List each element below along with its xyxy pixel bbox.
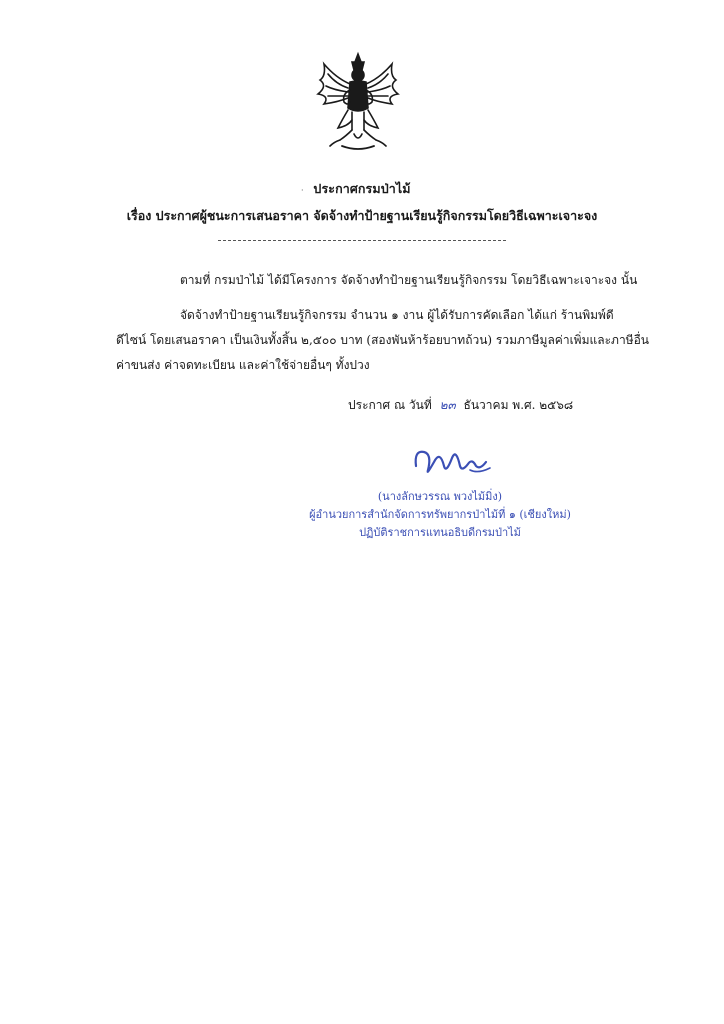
divider-line <box>218 240 506 241</box>
paragraph-award-line-1: จัดจ้างทำป้ายฐานเรียนรู้กิจกรรม จำนวน ๑ งาน ผู้ได้รับการคัดเลือก ได้แก่ ร้านพิมพ์ดี <box>180 308 614 322</box>
signer-name: (นางลักษวรรณ พวงไม้มิ่ง) <box>377 490 503 503</box>
signature-block <box>300 488 580 542</box>
paragraph-award-line-2: ดีไซน์ โดยเสนอราคา เป็นเงินทั้งสิ้น ๒,๕๐๐ บาท (สองพันห้าร้อยบาทถ้วน) รวมภาษีมูลค่าเพิ่มและภาษีอื่น <box>116 333 649 347</box>
signer-acting-for: ปฏิบัติราชการแทนอธิบดีกรมป่าไม้ <box>359 526 521 539</box>
date-month-year: ธันวาคม พ.ศ. ๒๕๖๘ <box>463 398 574 412</box>
announcement-date <box>348 396 573 415</box>
document-title: ประกาศกรมป่าไม้ <box>313 181 411 196</box>
document-subject: เรื่อง ประกาศผู้ชนะการเสนอราคา จัดจ้างทำป้ายฐานเรียนรู้กิจกรรมโดยวิธีเฉพาะเจาะจง <box>126 208 598 223</box>
dot-mark: · <box>301 186 304 195</box>
date-prefix: ประกาศ ณ วันที่ <box>348 398 432 412</box>
paragraph-intro: ตามที่ กรมป่าไม้ ได้มีโครงการ จัดจ้างทำป้ายฐานเรียนรู้กิจกรรม โดยวิธีเฉพาะเจาะจง นั้น <box>180 273 638 287</box>
handwritten-signature <box>410 440 500 480</box>
signer-position: ผู้อำนวยการสำนักจัดการทรัพยากรป่าไม้ที่ ๑ (เชียงใหม่) <box>309 508 571 521</box>
date-day: ๒๓ <box>439 398 456 412</box>
garuda-emblem-icon <box>312 50 404 152</box>
paragraph-award-line-3: ค่าขนส่ง ค่าจดทะเบียน และค่าใช้จ่ายอื่นๆ ทั้งปวง <box>116 358 370 372</box>
